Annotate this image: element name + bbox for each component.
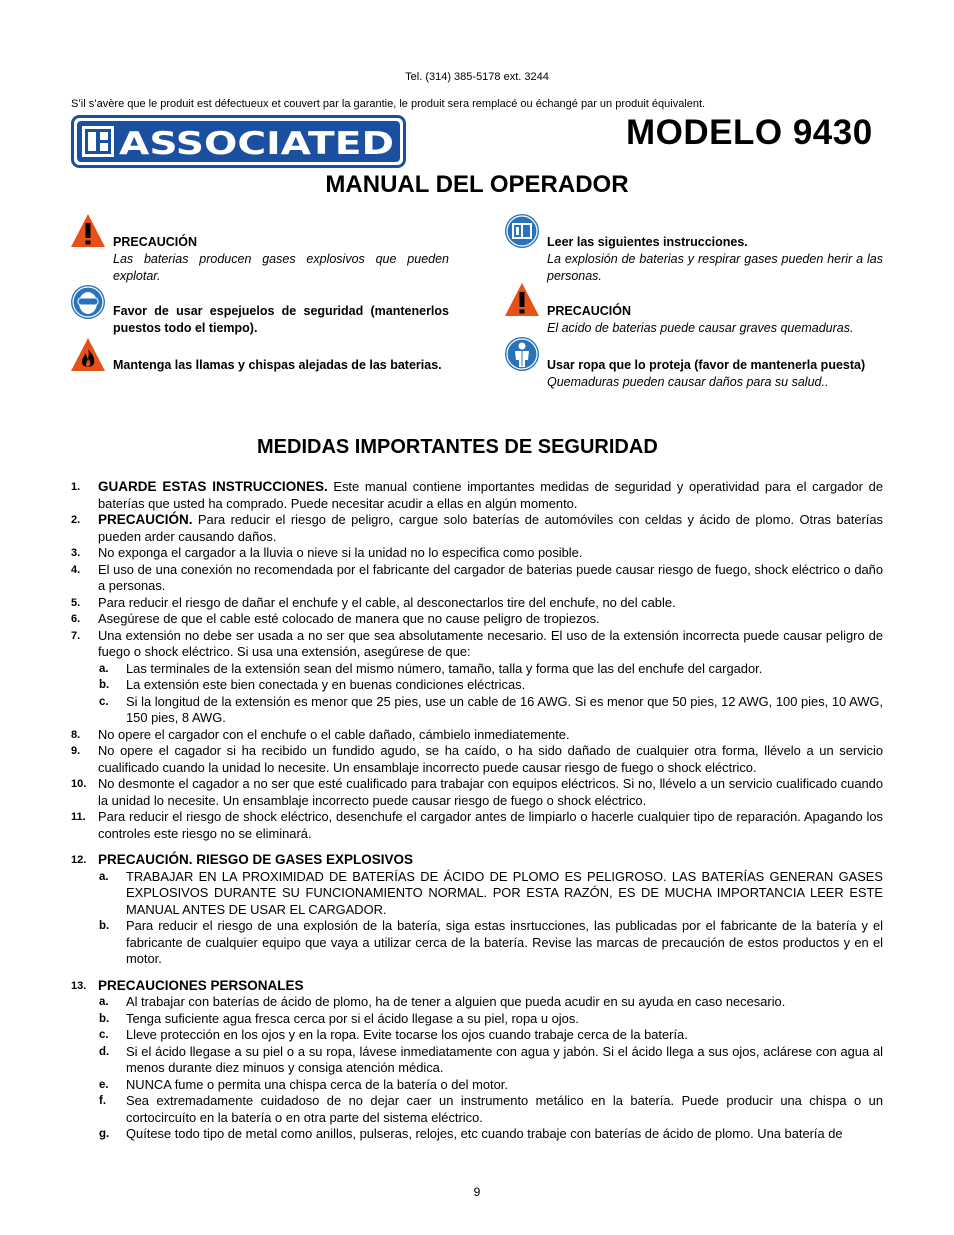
list-subitem (71, 1044, 883, 1077)
list-item (71, 628, 883, 661)
warning-read-instructions (547, 234, 883, 285)
list-subitem (71, 1077, 883, 1094)
warning-battery-gases (113, 234, 449, 285)
item-number: 5. (71, 596, 81, 609)
list-subitem (71, 694, 883, 727)
item-number: 3. (71, 547, 81, 559)
warranty-notice: S’il s’avère que le produit est défectueux et couvert par la garantie, le produit sera remplacé ou échangé par un produit équivalent. (71, 98, 706, 110)
item-text: TRABAJAR EN LA PROXIMIDAD DE BATERÍAS DE ÁCIDO DE PLOMO ES PELIGROSO. LAS BATERÍAS GENERAN GASES EXPLOSIVOS DURANTE SU FUNCIONAMIENTO NORMAL. POR ESTA RAZÓN, ES DE MUCHA IMPORTANCIA LEER ESTE MANUAL ANTES DE USAR EL CARGADOR. (126, 868, 883, 917)
list-item (71, 595, 883, 612)
item-number: a. (99, 662, 109, 675)
telephone-line: Tel. (314) 385-5178 ext. 3244 (405, 71, 549, 83)
list-spacer (71, 968, 883, 978)
item-number: 12. (71, 854, 87, 866)
item-text: Las terminales de la extensión sean del mismo número, tamaño, talla y forma que las del enchufe del cargador. (126, 660, 763, 676)
list-subitem (71, 661, 883, 678)
item-number: 4. (71, 563, 81, 576)
item-number: 11. (71, 811, 86, 823)
item-number: 13. (71, 979, 87, 992)
flame-warning-icon (70, 337, 106, 373)
warning-text: La explosión de baterias y respirar gases pueden herir a las personas. (547, 252, 883, 283)
manual-title: MANUAL DEL OPERADOR (325, 171, 629, 198)
item-number: b. (99, 1012, 110, 1025)
warning-title: Leer las siguientes instrucciones. (547, 235, 748, 249)
item-text: Este manual contiene importantes medidas de seguridad y operatividad para el cargador de baterías que usted ha comprado. Puede necesitar acudir a ellas en algún momento. (98, 479, 883, 511)
model-title: MODELO 9430 (626, 113, 873, 152)
list-item (71, 978, 883, 995)
item-text: Lleve protección en los ojos y en la ropa. Evite tocarse los ojos cuando trabaje cerca de la batería. (126, 1027, 688, 1042)
item-text: NUNCA fume o permita una chispa cerca de la batería o del motor. (126, 1076, 508, 1092)
item-text: Si el ácido llegase a su piel o a su ropa, lávese inmediatamente con agua y jabón. Si el ácido llega a sus ojos, aclárese con agua al menos durante diez minuos y consiga atención médica. (126, 1043, 883, 1075)
safety-instructions-list (71, 479, 883, 1143)
warning-title: Usar ropa que lo proteja (favor de mantenerla puesta) (547, 358, 866, 372)
item-text: Asegúrese de que el cable esté colocado de manera que no cause peligro de tropiezos. (98, 611, 600, 626)
list-item (71, 611, 883, 628)
list-subitem (71, 1011, 883, 1028)
item-text: Tenga suficiente agua fresca cerca por si el ácido llegase a su piel, ropa u ojos. (126, 1010, 579, 1026)
item-text: Para reducir el riesgo de dañar el enchufe y el cable, al desconectarlos tire del enchufe, no del cable. (98, 594, 676, 610)
warning-title: PRECAUCIÓN (113, 235, 198, 249)
warning-text: Las baterias producen gases explosivos que pueden explotar. (113, 252, 449, 283)
item-text: Para reducir el riesgo de peligro, cargue solo baterías de automóviles con celdas y ácido de plomo. Otras baterías pueden arder causando daños. (98, 512, 883, 544)
item-text: El uso de una conexión no recomendada por el fabricante del cargador de baterias puede causar riesgo de fuego, shock eléctrico o daño a personas. (98, 561, 883, 593)
list-item (71, 479, 883, 512)
item-text: Para reducir el riesgo de una explosión de la batería, siga estas insrtucciones, las publicadas por el fabricante de la batería y el fabricante de cualquier equipo que vaya a utilizar cerca de la batería. Revise las marcas de precaución de estos productos y en el motor. (126, 918, 883, 966)
item-number: 6. (71, 613, 81, 625)
item-text: No opere el cargador con el enchufe o el cable dañado, cámbielo inmediatemente. (98, 726, 570, 742)
item-number: a. (99, 996, 109, 1008)
protective-clothing-icon (504, 336, 540, 372)
warning-goggles: Favor de usar espejuelos de seguridad (mantenerlos puestos todo el tiempo). (113, 304, 449, 335)
item-number: 8. (71, 728, 81, 741)
item-number: b. (99, 920, 110, 932)
item-number: 7. (71, 629, 81, 642)
list-subitem (71, 1027, 883, 1044)
warning-text: El acido de baterias puede causar graves quemaduras. (547, 321, 854, 335)
item-text: No exponga el cargador a la lluvia o nieve si la unidad no lo especifica como posible. (98, 545, 583, 560)
warning-flames: Mantenga las llamas y chispas alejadas de las baterias. (113, 358, 442, 372)
list-subitem (71, 869, 883, 919)
warning-protective-clothing (547, 357, 883, 391)
item-text: Una extensión no debe ser usada a no ser que sea absolutamente necesario. El uso de la extensión incorrecta puede causar peligro de fuego o shock eléctrico. Si usa una extensión, asegúrese de que: (98, 627, 883, 659)
item-text: Al trabajar con baterías de ácido de plomo, ha de tener a alguien que pueda acudir en su ayuda en caso necesario. (126, 994, 786, 1009)
item-heading: PRECAUCIONES PERSONALES (98, 977, 304, 993)
item-number: g. (99, 1128, 110, 1140)
list-subitem (71, 1093, 883, 1126)
item-number: c. (99, 1029, 109, 1041)
item-number: 10. (71, 778, 87, 790)
list-item (71, 512, 883, 545)
list-item (71, 562, 883, 595)
item-lead: PRECAUCIÓN. (98, 512, 193, 527)
item-number: 9. (71, 745, 81, 757)
item-text: No desmonte el cagador a no ser que esté cualificado para trabajar con equipos eléctricos. Si no, llévelo a un servicio cualificado cuando la unidad lo necesite. Un ensamblaje incorrecto puede causar riesgo de fuego o shock eléctrico. (98, 776, 883, 808)
list-item (71, 545, 883, 562)
list-item (71, 743, 883, 776)
list-subitem (71, 918, 883, 968)
list-subitem (71, 1126, 883, 1143)
read-manual-icon (504, 213, 540, 249)
item-number: f. (99, 1095, 107, 1107)
item-number: b. (99, 679, 110, 691)
list-subitem (71, 994, 883, 1011)
item-text: No opere el cagador si ha recibido un fundido agudo, se ha caído, o ha sido dañado de cualquier otra forma, llévelo a un servicio cualificado cuando la unidad lo necesite. Un ensamblaje incorrecto puede causar riesgo de fuego o shock eléctrico. (98, 743, 883, 775)
item-text: Para reducir el riesgo de shock eléctrico, desenchufe el cargador antes de limpiarlo o hacerle cualquier tipo de reparación. Apagando los controles este riesgo no se eliminará. (98, 809, 883, 841)
caution-triangle-icon (504, 282, 540, 318)
list-item (71, 776, 883, 809)
list-spacer (71, 842, 883, 852)
item-number: c. (99, 695, 109, 708)
list-item (71, 727, 883, 744)
item-text: Quítese todo tipo de metal como anillos, pulseras, relojes, etc cuando trabaje con baterías de ácido de plomo. Una batería de (126, 1126, 843, 1141)
item-number: d. (99, 1045, 110, 1058)
item-number: 1. (71, 481, 81, 493)
item-number: e. (99, 1078, 109, 1091)
warning-title: PRECAUCIÓN (547, 304, 632, 318)
goggles-icon (70, 284, 106, 320)
item-number: 2. (71, 514, 81, 526)
item-number: a. (99, 870, 109, 883)
caution-triangle-icon (70, 213, 106, 249)
item-lead: GUARDE ESTAS INSTRUCCIONES. (98, 479, 328, 494)
list-item (71, 809, 883, 842)
svg-text:ASSOCIATED: ASSOCIATED (119, 126, 394, 162)
warning-text: Quemaduras pueden causar daños para su salud.. (547, 375, 829, 389)
section-title: MEDIDAS IMPORTANTES DE SEGURIDAD (257, 436, 658, 458)
list-subitem (71, 677, 883, 694)
item-text: Si la longitud de la extensión es menor que 25 pies, use un cable de 16 AWG. Si es menor que 50 pies, 12 AWG, 100 pies, 10 AWG, 150 pies, 8 AWG. (126, 693, 883, 725)
warning-acid-burns (547, 303, 883, 337)
item-text: La extensión este bien conectada y en buenas condiciones eléctricas. (126, 677, 526, 692)
associated-logo (71, 115, 406, 168)
list-item (71, 852, 883, 869)
page-number: 9 (473, 1185, 481, 1199)
item-text: Sea extremadamente cuidadoso de no dejar caer un instrumento metálico en la batería. Puede producir una chispa o un cortocircuíto en la batería o en otra parte del sistema eléctrico. (126, 1093, 883, 1125)
item-heading: PRECAUCIÓN. RIESGO DE GASES EXPLOSIVOS (98, 852, 414, 867)
